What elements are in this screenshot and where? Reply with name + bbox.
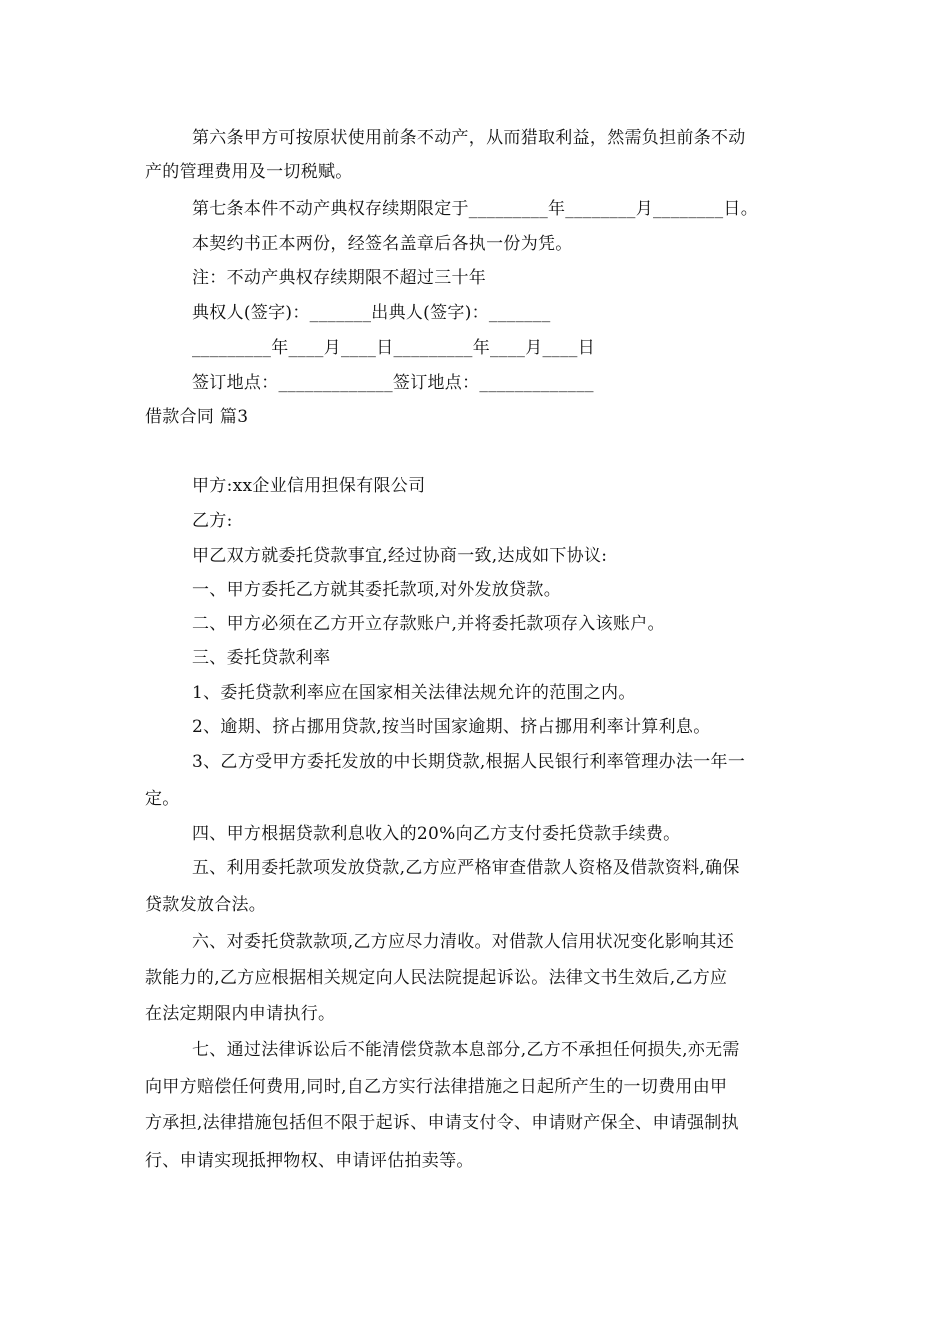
clause-line: 3、乙方受甲方委托发放的中长期贷款,根据人民银行利率管理办法一年一	[192, 752, 746, 772]
clause-line: 贷款发放合法。	[145, 895, 267, 915]
note-line: 注：不动产典权存续期限不超过三十年	[192, 268, 487, 288]
signing-place-line: 签订地点：_____________签订地点：_____________	[192, 373, 594, 393]
paragraph-line: 第七条本件不动产典权存续期限定于_________年________月________日。	[192, 199, 758, 219]
clause-line: 五、利用委托款项发放贷款,乙方应严格审查借款人资格及借款资料,确保	[192, 858, 740, 878]
clause-line: 在法定期限内申请执行。	[145, 1004, 336, 1024]
clause-line: 七、通过法律诉讼后不能清偿贷款本息部分,乙方不承担任何损失,亦无需	[192, 1040, 740, 1060]
section-heading: 借款合同 篇3	[145, 407, 249, 427]
paragraph-line: 甲乙双方就委托贷款事宜,经过协商一致,达成如下协议:	[192, 546, 608, 566]
paragraph-line: 本契约书正本两份，经签名盖章后各执一份为凭。	[192, 234, 573, 254]
clause-line: 方承担,法律措施包括但不限于起诉、申请支付令、申请财产保全、申请强制执	[145, 1113, 739, 1133]
clause-line: 款能力的,乙方应根据相关规定向人民法院提起诉讼。法律文书生效后,乙方应	[145, 968, 728, 988]
paragraph-line: 产的管理费用及一切税赋。	[145, 162, 353, 182]
party-a-line: 甲方:xx企业信用担保有限公司	[192, 476, 426, 496]
party-b-line: 乙方:	[192, 511, 233, 531]
clause-line: 一、甲方委托乙方就其委托款项,对外发放贷款。	[192, 580, 562, 600]
clause-line: 四、甲方根据贷款利息收入的20%向乙方支付委托贷款手续费。	[192, 824, 681, 844]
clause-line: 三、委托贷款利率	[192, 648, 331, 668]
clause-line: 定。	[145, 789, 180, 809]
date-line: _________年____月____日_________年____月____日	[192, 338, 595, 358]
signature-line: 典权人(签字)：_______出典人(签字)：_______	[192, 303, 551, 323]
clause-line: 向甲方赔偿任何费用,同时,自乙方实行法律措施之日起所产生的一切费用由甲	[145, 1077, 728, 1097]
clause-line: 2、逾期、挤占挪用贷款,按当时国家逾期、挤占挪用利率计算利息。	[192, 717, 711, 737]
clause-line: 行、申请实现抵押物权、申请评估拍卖等。	[145, 1151, 474, 1171]
clause-line: 二、甲方必须在乙方开立存款账户,并将委托款项存入该账户。	[192, 614, 665, 634]
clause-line: 1、委托贷款利率应在国家相关法律法规允许的范围之内。	[192, 683, 636, 703]
paragraph-line: 第六条甲方可按原状使用前条不动产，从而猎取利益，然需负担前条不动	[192, 128, 746, 148]
clause-line: 六、对委托贷款款项,乙方应尽力清收。对借款人信用状况变化影响其还	[192, 932, 735, 952]
